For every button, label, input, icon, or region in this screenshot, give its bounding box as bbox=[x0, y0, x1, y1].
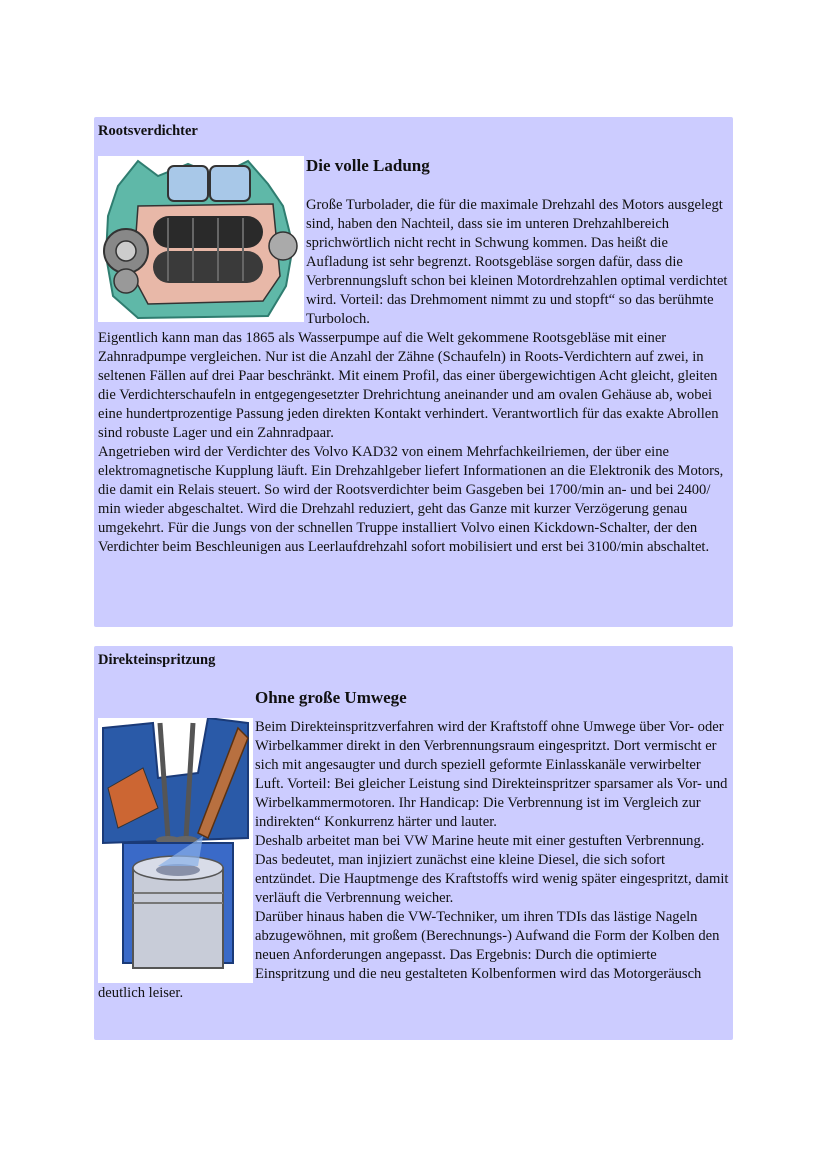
paragraph: Eigentlich kann man das 1865 als Wasserpumpe auf die Welt gekommene Rootsgebläse mit einer Zahnradpumpe vergleichen. Nur ist die Anzahl der Zähne (Schaufeln) in Roots-Verdichtern auf zwei, in seltenen Fällen auf drei Paar beschränkt. Mit einem Profil, das einer übergewichtigen Acht gleicht, gleiten die Verdichterschaufeln in entgegengesetzter Drehrichtung aneinander und am ovalen Gehäuse ab, wobei eine hundertprozentige Passung jeden direkten Kontakt verhindert. Verantwortlich für das exakte Abrollen sind robuste Lager und ein Zahnradpaar. bbox=[98, 330, 719, 441]
section-direkteinspritzung bbox=[94, 646, 733, 1040]
article-heading: Die volle Ladung bbox=[306, 156, 430, 175]
roots-supercharger-cutaway-image bbox=[98, 156, 304, 322]
roots-supercharger-cutaway-image bbox=[98, 156, 304, 322]
section-rootsverdichter bbox=[94, 117, 733, 627]
paragraph: Große Turbolader, die für die maximale Drehzahl des Motors ausgelegt sind, haben den Nachteil, dass sie im unteren Drehzahlbereich sprichwörtlich nicht recht in Schwung kommen. Das heißt die Aufladung ist sehr begrenzt. Rootsgebläse sorgen dafür, dass die Verbrennungsluft schon bei kleinen Motordrehzahlen optimal verdichtet wird. Vorteil: das Drehmoment nimmt zu und stopft“ so das berühmte Turboloch. bbox=[306, 197, 728, 327]
paragraph: Beim Direkteinspritzverfahren wird der Kraftstoff ohne Umwege über Vor- oder Wirbelkammer direkt in den Verbrennungsraum eingespritzt. Dort vermischt er sich mit angesaugter und durch speziell geformte Einlasskanäle verwirbelter Luft. Vorteil: Bei gleicher Leistung sind Direkteinspritzer sparsamer als Vor- und Wirbelkammermotoren. Ihr Handicap: Die Verbrennung ist im Vergleich zur indirekten“ Konkurrenz härter und lauter. bbox=[255, 719, 728, 830]
direct-injection-cutaway-image bbox=[98, 718, 253, 983]
direct-injection-cutaway-image bbox=[98, 718, 253, 983]
article-heading: Ohne große Umwege bbox=[255, 688, 407, 707]
paragraph: Deshalb arbeitet man bei VW Marine heute mit einer gestuften Verbrennung. Das bedeutet, man injiziert zunächst eine kleine Diesel, die sich sofort entzündet. Die Hauptmenge des Kraftstoffs wird wenig später eingespritzt, damit verläuft die Verbrennung weicher. bbox=[255, 833, 729, 906]
section-label: Direkteinspritzung bbox=[98, 652, 216, 668]
paragraph: Darüber hinaus haben die VW-Techniker, um ihren TDIs das lästige Nageln abzugewöhnen, mit großem (Berechnungs-) Aufwand die Form der Kolben den neuen Anforderungen angepasst. Das Ergebnis: Durch die optimierte Einspritzung und die neu gestalteten Kolbenformen wird das Motorgeräusch deutlich leiser. bbox=[98, 909, 720, 1001]
section-label: Rootsverdichter bbox=[98, 123, 198, 139]
paragraph: Angetrieben wird der Verdichter des Volvo KAD32 von einem Mehrfachkeilriemen, der über eine elektromagnetische Kupplung läuft. Ein Drehzahlgeber liefert Informationen an die Elektronik des Motors, die damit ein Relais steuert. So wird der Rootsverdichter beim Gasgeben bei 1700/min an- und bei 2400/ min wieder abgeschaltet. Wird die Drehzahl reduziert, geht das Ganze mit kurzer Verzögerung genau umgekehrt. Für die Jungs von der schnellen Truppe installiert Volvo einen Kickdown-Schalter, der den Verdichter beim Beschleunigen aus Leerlaufdrehzahl sofort mobilisiert und erst bei 3100/min abschaltet. bbox=[98, 444, 724, 555]
